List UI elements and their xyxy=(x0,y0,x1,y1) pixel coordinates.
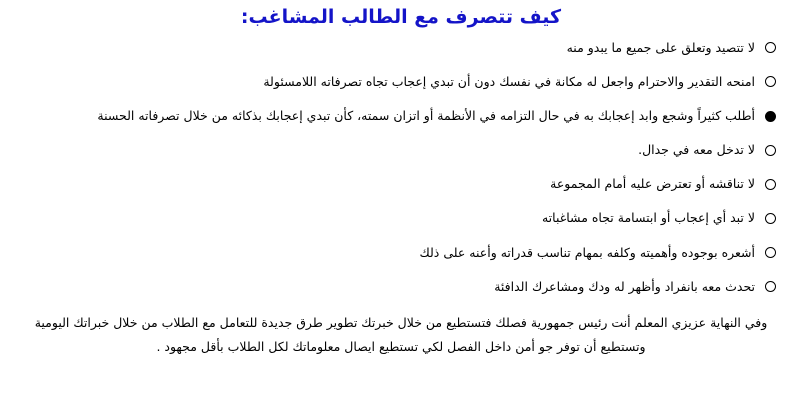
advice-list xyxy=(10,39,792,296)
list-item xyxy=(10,244,792,262)
list-item-label: لا تبد أي إعجاب أو ابتسامة تجاه مشاغباته xyxy=(541,210,755,226)
bullet-icon xyxy=(765,76,776,87)
closing-line-2: وتستطيع أن توفر جو أمن داخل الفصل لكي تستطيع ايصال معلوماتك لكل الطلاب بأقل مجهود . xyxy=(156,338,646,354)
bullet-icon xyxy=(765,281,776,292)
list-item-label: أشعره بوجوده وأهميته وكلفه بمهام تناسب قدراته وأعنه على ذلك xyxy=(419,244,755,260)
list-item xyxy=(10,73,792,91)
closing-paragraph xyxy=(10,312,792,358)
list-item-label: لا تدخل معه في جدال. xyxy=(638,142,755,158)
bullet-icon xyxy=(765,179,776,190)
bullet-icon xyxy=(765,247,776,258)
bullet-icon-filled xyxy=(765,111,776,122)
list-item-label: امنحه التقدير والاحترام واجعل له مكانة في نفسك دون أن تبدي إعجاب تجاه تصرفاته اللامسئولة xyxy=(263,73,755,89)
list-item xyxy=(10,107,792,125)
list-item-label: تحدث معه بانفراد وأظهر له ودك ومشاعرك الدافئة xyxy=(494,278,755,294)
list-item xyxy=(10,175,792,193)
list-item xyxy=(10,278,792,296)
list-item-label: لا تناقشه أو تعترض عليه أمام المجموعة xyxy=(550,176,755,192)
bullet-icon xyxy=(765,213,776,224)
list-item-label: أطلب كثيراً وشجع وابد إعجابك به في حال التزامه في الأنظمة أو اتزان سمته، كأن تبدي إعجابك بذكائه من خلال تصرفاته الحسنة xyxy=(97,108,755,124)
list-item xyxy=(10,141,792,159)
bullet-icon xyxy=(765,145,776,156)
closing-line-1: وفي النهاية عزيزي المعلم أنت رئيس جمهورية فصلك فتستطيع من خلال خبرتك تطوير طرق جديدة للتعامل مع الطلاب من خلال خبراتك اليومية xyxy=(34,314,768,330)
list-item-label: لا تتصيد وتعلق على جميع ما يبدو منه xyxy=(566,39,755,55)
list-item xyxy=(10,39,792,57)
page-title: كيف تتصرف مع الطالب المشاغب: xyxy=(240,6,562,28)
bullet-icon xyxy=(765,42,776,53)
list-item xyxy=(10,209,792,227)
